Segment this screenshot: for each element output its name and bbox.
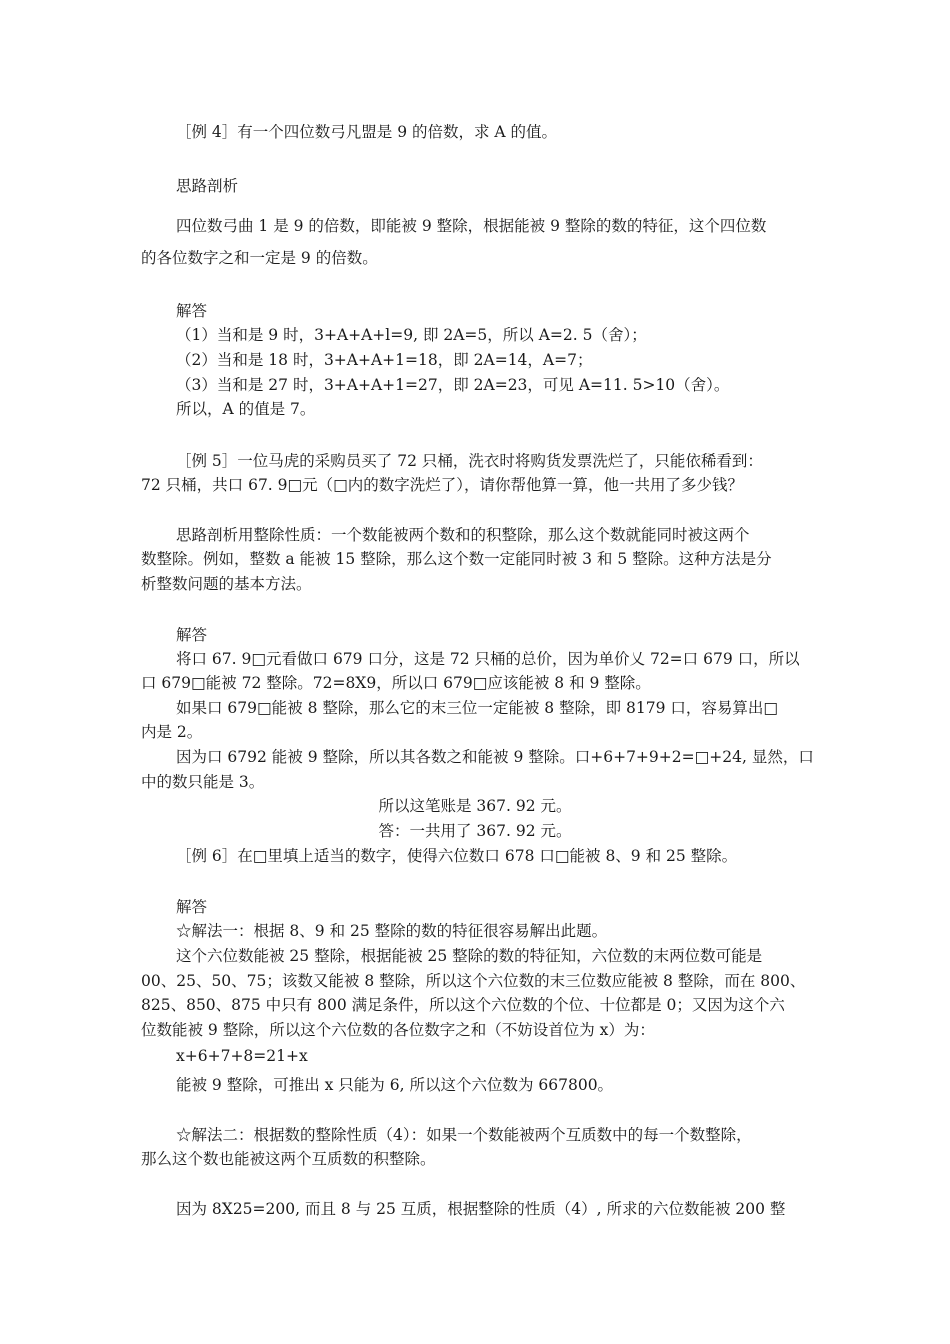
answer-line: 中的数只能是 3。 bbox=[141, 773, 265, 791]
answer-line: （1）当和是 9 时，3+A+A+l=9, 即 2A=5，所以 A=2. 5（舍）； bbox=[176, 326, 647, 344]
analysis-heading: 思路剖析 bbox=[176, 177, 239, 195]
conclusion-line: 所以这笔账是 367. 92 元。 bbox=[378, 797, 572, 815]
answer-line: 00、25、50、75；该数又能被 8 整除，所以这个六位数的末三位数应能被 8 整除，而在 800、 bbox=[141, 972, 806, 990]
answer-line: 口 679□能被 72 整除。72=8X9，所以口 679□应该能被 8 和 9 整除。 bbox=[141, 674, 651, 692]
example-6-heading: ［例 6］在□里填上适当的数字，使得六位数口 678 口□能被 8、9 和 25 整除。 bbox=[176, 847, 738, 865]
answer-line: 825、850、875 中只有 800 满足条件，所以这个六位数的个位、十位都是 0；又因为这个六 bbox=[141, 996, 785, 1014]
paragraph-line: 的各位数字之和一定是 9 的倍数。 bbox=[141, 249, 378, 267]
answer-line: （2）当和是 18 时，3+A+A+1=18，即 2A=14，A=7； bbox=[176, 351, 593, 369]
answer-line: 能被 9 整除，可推出 x 只能为 6, 所以这个六位数为 667800。 bbox=[176, 1076, 614, 1094]
answer-line: 内是 2。 bbox=[141, 723, 203, 741]
method-one-line: ☆解法一：根据 8、9 和 25 整除的数的特征很容易解出此题。 bbox=[176, 922, 608, 940]
paragraph-line: 四位数弓曲 1 是 9 的倍数，即能被 9 整除，根据能被 9 整除的数的特征，这个四位数 bbox=[176, 217, 767, 235]
answer-line: 将口 67. 9□元看做口 679 口分，这是 72 只桶的总价，因为单价乂 72=口 679 口，所以 bbox=[176, 650, 800, 668]
analysis-line: 析整数问题的基本方法。 bbox=[141, 575, 312, 593]
equation-line: x+6+7+8=21+x bbox=[176, 1047, 308, 1065]
answer-line: 如果口 679□能被 8 整除，那么它的末三位一定能被 8 整除，即 8179 口，容易算出□ bbox=[176, 699, 779, 717]
analysis-line: 思路剖析用整除性质：一个数能被两个数和的积整除，那么这个数就能同时被这两个 bbox=[176, 526, 750, 544]
answer-line: 这个六位数能被 25 整除，根据能被 25 整除的数的特征知，六位数的末两位数可能是 bbox=[176, 947, 763, 965]
analysis-line: 数整除。例如，整数 a 能被 15 整除，那么这个数一定能同时被 3 和 5 整除。这种方法是分 bbox=[141, 550, 772, 568]
method-two-line: ☆解法二：根据数的整除性质（4）：如果一个数能被两个互质数中的每一个数整除， bbox=[176, 1126, 752, 1144]
example-5-heading: ［例 5］一位马虎的采购员买了 72 只桶，洗衣时将购货发票洗烂了，只能依稀看到： bbox=[176, 452, 763, 470]
paragraph-line: 那么这个数也能被这两个互质数的积整除。 bbox=[141, 1150, 436, 1168]
paragraph-line: 因为 8X25=200, 而且 8 与 25 互质，根据整除的性质（4）, 所求的六位数能被 200 整 bbox=[176, 1200, 786, 1218]
answer-line: 因为口 6792 能被 9 整除，所以其各数之和能被 9 整除。口+6+7+9+2=□+24, 显然，口 bbox=[176, 748, 814, 766]
answer-heading: 解答 bbox=[176, 626, 208, 644]
paragraph-line: 72 只桶，共口 67. 9□元（□内的数字洗烂了），请你帮他算一算，他一共用了多少钱？ bbox=[141, 476, 744, 494]
answer-line: 所以，A 的值是 7。 bbox=[176, 400, 316, 418]
conclusion-line: 答：一共用了 367. 92 元。 bbox=[378, 822, 572, 840]
answer-line: 位数能被 9 整除，所以这个六位数的各位数字之和（不妨设首位为 x）为： bbox=[141, 1021, 655, 1039]
answer-heading: 解答 bbox=[176, 898, 208, 916]
answer-heading: 解答 bbox=[176, 302, 208, 320]
example-4-heading: ［例 4］有一个四位数弓凡盟是 9 的倍数，求 A 的值。 bbox=[176, 123, 558, 141]
answer-line: （3）当和是 27 时，3+A+A+1=27，即 2A=23，可见 A=11. 5>10（舍）。 bbox=[176, 376, 730, 394]
